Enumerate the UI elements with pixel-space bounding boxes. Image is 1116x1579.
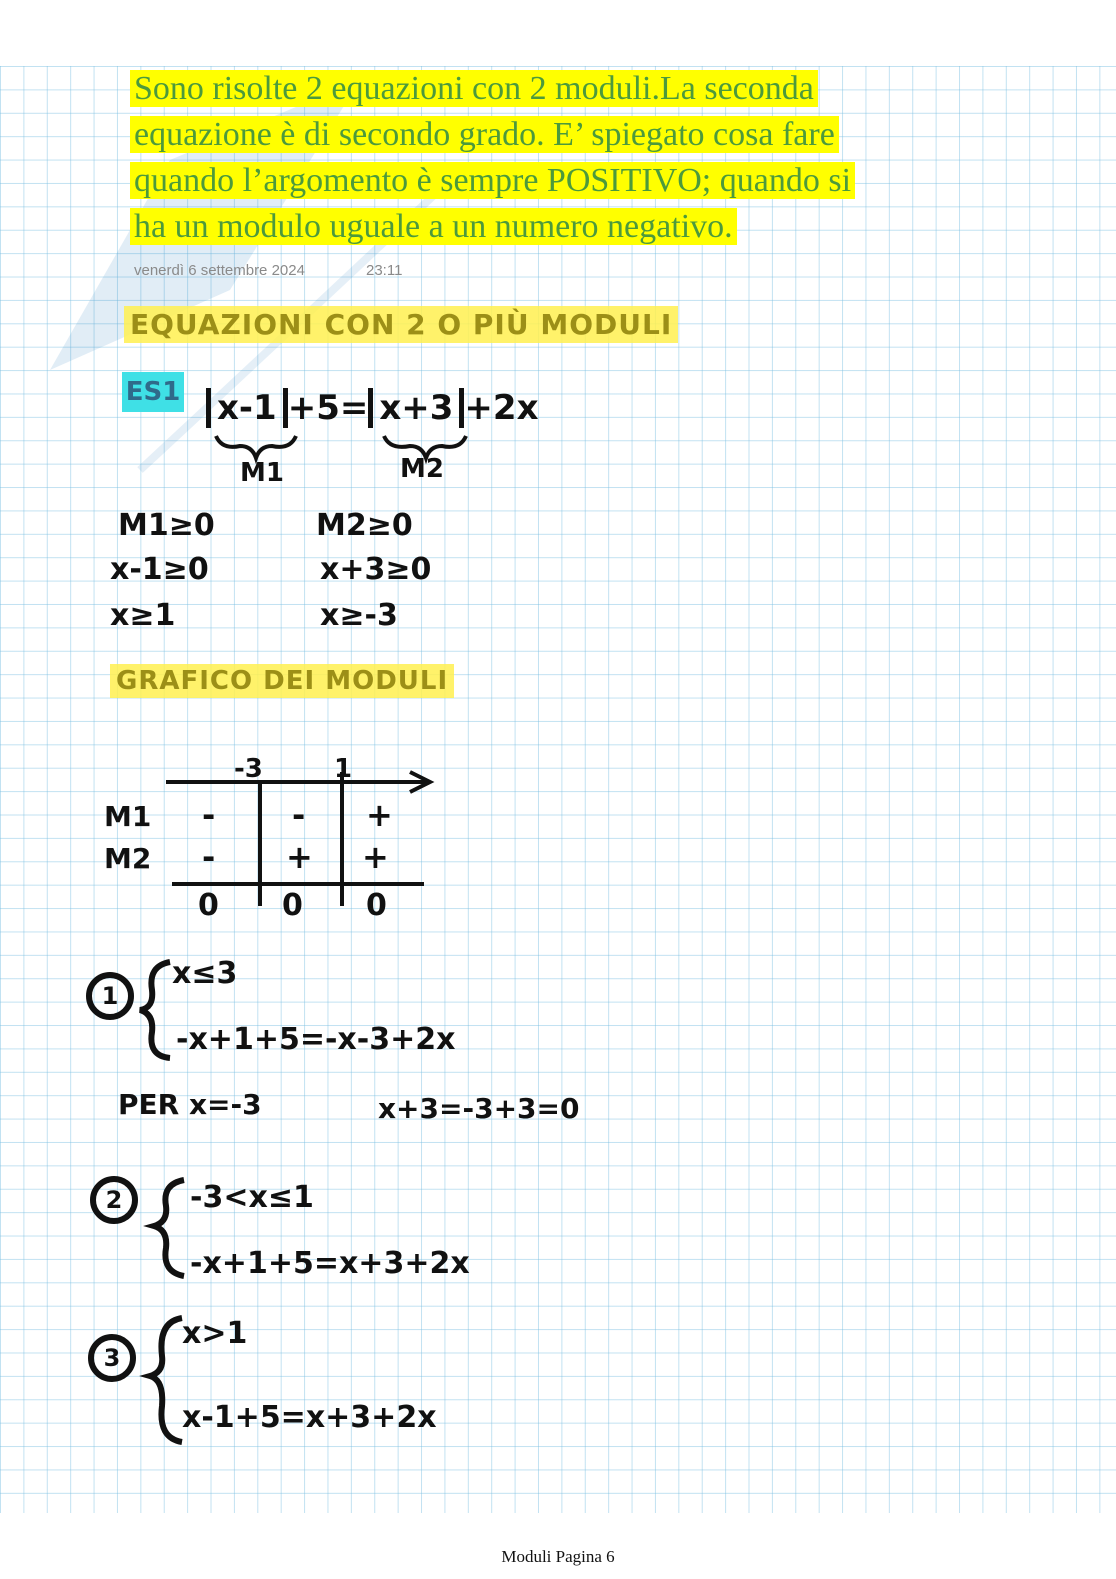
sign-m2-c: + bbox=[362, 838, 389, 876]
per-note-left: PER x=-3 bbox=[118, 1088, 262, 1121]
system-number-2: 2 bbox=[90, 1176, 138, 1224]
system-1-condition: x≤3 bbox=[172, 956, 238, 991]
note-time: 23:11 bbox=[366, 262, 403, 279]
row-label-m1: M1 bbox=[104, 800, 152, 833]
condition-right-1: M2≥0 bbox=[316, 508, 413, 543]
abs-term-1: x-1 bbox=[206, 388, 288, 428]
point-minus-3: -3 bbox=[234, 754, 263, 784]
per-note-right: x+3=-3+3=0 bbox=[378, 1092, 580, 1125]
sign-m1-a: - bbox=[202, 796, 216, 834]
intro-line: quando l’argomento è sempre POSITIVO; quando si bbox=[130, 162, 855, 199]
condition-right-3: x≥-3 bbox=[320, 598, 398, 633]
zero-b: 0 bbox=[282, 888, 303, 923]
system-1-equation: -x+1+5=-x-3+2x bbox=[176, 1022, 456, 1057]
example-badge: ES1 bbox=[122, 372, 184, 412]
equation-tail: +2x bbox=[464, 388, 539, 428]
sign-m1-b: - bbox=[292, 796, 306, 834]
system-number-3: 3 bbox=[88, 1334, 136, 1382]
system-number-1: 1 bbox=[86, 972, 134, 1020]
condition-left-1: M1≥0 bbox=[118, 508, 215, 543]
note-date: venerdì 6 settembre 2024 bbox=[134, 262, 305, 279]
equation-middle: +5= bbox=[287, 388, 369, 428]
system-3-condition: x>1 bbox=[182, 1316, 248, 1351]
sign-m2-b: + bbox=[286, 838, 313, 876]
zero-c: 0 bbox=[366, 888, 387, 923]
row-label-m2: M2 bbox=[104, 842, 152, 875]
system-2-condition: -3<x≤1 bbox=[190, 1180, 314, 1215]
intro-line: equazione è di secondo grado. E’ spiegato cosa fare bbox=[130, 116, 839, 153]
condition-left-2: x-1≥0 bbox=[110, 552, 209, 587]
condition-right-2: x+3≥0 bbox=[320, 552, 432, 587]
system-3-equation: x-1+5=x+3+2x bbox=[182, 1400, 437, 1435]
system-2-equation: -x+1+5=x+3+2x bbox=[190, 1246, 470, 1281]
abs-term-2: x+3 bbox=[368, 388, 464, 428]
page-footer: Moduli Pagina 6 bbox=[501, 1547, 615, 1566]
label-m1: M1 bbox=[240, 458, 284, 488]
sign-m1-c: + bbox=[366, 796, 393, 834]
zero-a: 0 bbox=[198, 888, 219, 923]
condition-left-3: x≥1 bbox=[110, 598, 176, 633]
point-1: 1 bbox=[334, 754, 353, 784]
sign-m2-a: - bbox=[202, 838, 216, 876]
graph-title: GRAFICO DEI MODULI bbox=[110, 664, 454, 698]
section-title: EQUAZIONI CON 2 O PIÙ MODULI bbox=[124, 306, 678, 343]
intro-line: ha un modulo uguale a un numero negativo. bbox=[130, 208, 737, 245]
label-m2: M2 bbox=[400, 454, 444, 484]
intro-line: Sono risolte 2 equazioni con 2 moduli.La seconda bbox=[130, 70, 818, 107]
